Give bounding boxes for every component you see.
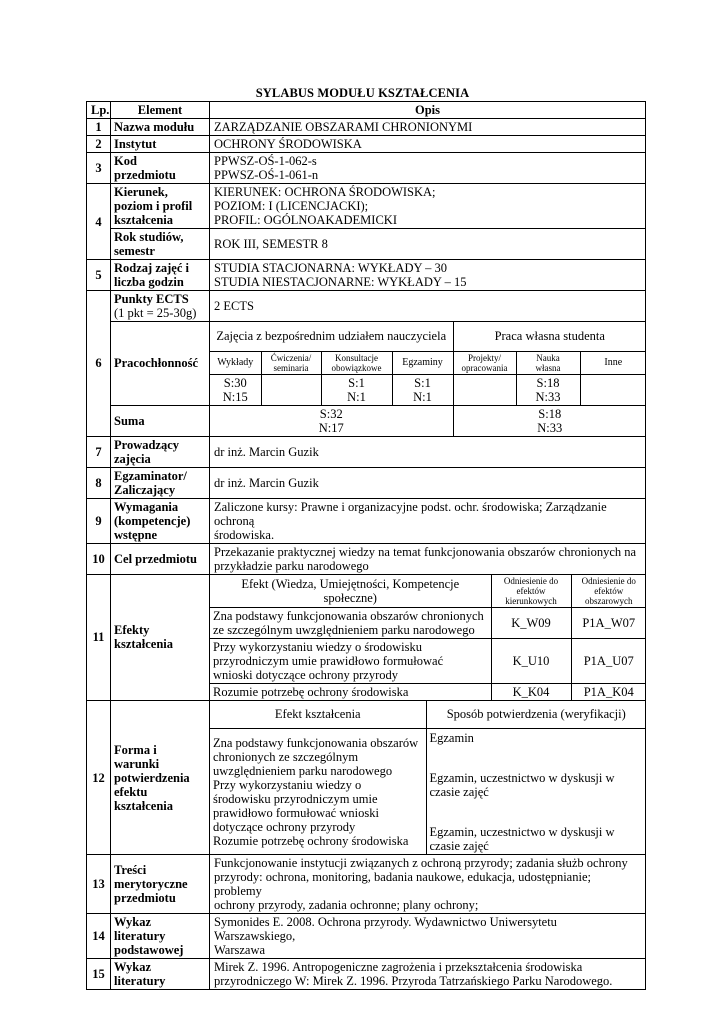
table-row (87, 153, 646, 184)
suma-row (87, 405, 646, 436)
row-number: 1 (87, 119, 111, 136)
verification-table (210, 701, 646, 854)
col-konsultacje: Konsultacje obowiązkowe (321, 351, 392, 374)
workload-table (210, 322, 646, 405)
row-number: 13 (87, 855, 111, 914)
workload-grid (210, 322, 646, 406)
table-row (87, 701, 646, 855)
row-number: 9 (87, 498, 111, 543)
row-number: 4 (87, 184, 111, 260)
effects-head-kierunkowe: Odniesienie do efektów kierunkowych (491, 575, 571, 608)
row-number: 2 (87, 136, 111, 153)
suma-grid (210, 405, 646, 436)
effects-grid (210, 574, 646, 701)
verification-effects: Zna podstawy funkcjonowania obszarów chronionych ze szczególnym uwzględnieniem parku narodowego Przy wykorzystaniu wiedzy o środowisku przyrodniczym umie prawidłowo formułować wnioski dotyczące ochrony przyrody Rozumie potrzebę ochrony środowiska (210, 728, 426, 854)
table-row (87, 914, 646, 959)
row-element: Kierunek, poziom i profil kształcenia (111, 184, 210, 229)
suma-label: Suma (111, 405, 210, 436)
table-row (87, 574, 646, 701)
row-value: PPWSZ-OŚ-1-062-s PPWSZ-OŚ-1-061-n (210, 153, 646, 184)
row-value: KIERUNEK: OCHRONA ŚRODOWISKA; POZIOM: I (LICENCJACKI); PROFIL: OGÓLNOAKADEMICKI (210, 184, 646, 229)
effect-obsz: P1A_U07 (571, 639, 646, 684)
row-element: Cel przedmiotu (111, 543, 210, 574)
col-inne: Inne (580, 351, 646, 374)
effect-text: Przy wykorzystaniu wiedzy o środowisku przyrodniczym umie prawidłowo formułować wnioski dotyczące ochrony przyrody (210, 639, 491, 684)
val-konsultacje: S:1 N:1 (321, 374, 392, 405)
row-element: Rok studiów, semestr (111, 229, 210, 260)
row-value: Funkcjonowanie instytucji związanych z ochroną przyrody; zadania służb ochrony przyrody: ochrona, monitoring, badania naukowe, edukacja, udostępnianie; problemy ochrony przyrody, zadania ochronne; plany ochrony; (210, 855, 646, 914)
row-number: 5 (87, 260, 111, 291)
table-row (87, 543, 646, 574)
effects-head-effect: Efekt (Wiedza, Umiejętności, Kompetencje społeczne) (210, 575, 491, 608)
effect-kier: K_K04 (491, 684, 571, 701)
effect-obsz: P1A_W07 (571, 608, 646, 639)
row-value: Zaliczone kursy: Prawne i organizacyjne podst. ochr. środowiska; Zarządzanie ochroną środowiska. (210, 498, 646, 543)
row-element: Prowadzący zajęcia (111, 436, 210, 467)
verification-head-method: Sposób potwierdzenia (weryfikacji) (426, 701, 646, 728)
suma-table (210, 406, 646, 436)
row-number: 12 (87, 701, 111, 855)
row-number: 10 (87, 543, 111, 574)
effects-table (210, 575, 646, 701)
table-row (87, 291, 646, 322)
col-nauka: Nauka własna (516, 351, 580, 374)
ects-value: 2 ECTS (210, 291, 646, 322)
contact-hours-heading: Zajęcia z bezpośrednim udziałem nauczyciela (210, 322, 453, 351)
table-row (87, 467, 646, 498)
row-value: ROK III, SEMESTR 8 (210, 229, 646, 260)
row-number: 14 (87, 914, 111, 959)
row-number: 3 (87, 153, 111, 184)
workload-row (87, 322, 646, 406)
row-value: ZARZĄDZANIE OBSZARAMI CHRONIONYMI (210, 119, 646, 136)
ects-label: Punkty ECTS (1 pkt = 25-30g) (111, 291, 210, 322)
table-header-row (87, 102, 646, 119)
row-value: dr inż. Marcin Guzik (210, 467, 646, 498)
col-projekty: Projekty/ opracowania (453, 351, 516, 374)
table-row (87, 119, 646, 136)
val-egzaminy: S:1 N:1 (392, 374, 453, 405)
row-number: 7 (87, 436, 111, 467)
row-element: Nazwa modułu (111, 119, 210, 136)
table-row (87, 229, 646, 260)
effect-text: Zna podstawy funkcjonowania obszarów chronionych ze szczególnym uwzględnieniem parku narodowego (210, 608, 491, 639)
header-lp: Lp. (87, 102, 111, 119)
row-element: Efekty kształcenia (111, 574, 210, 701)
val-projekty (453, 374, 516, 405)
row-number: 11 (87, 574, 111, 701)
row-element: Wymagania (kompetencje) wstępne (111, 498, 210, 543)
table-row (87, 498, 646, 543)
row-element: Treści merytoryczne przedmiotu (111, 855, 210, 914)
table-row (87, 436, 646, 467)
row-value: dr inż. Marcin Guzik (210, 436, 646, 467)
row-value: OCHRONY ŚRODOWISKA (210, 136, 646, 153)
col-egzaminy: Egzaminy (392, 351, 453, 374)
table-row (87, 184, 646, 229)
row-element: Instytut (111, 136, 210, 153)
header-element: Element (111, 102, 210, 119)
table-row (87, 855, 646, 914)
val-wyklady: S:30 N:15 (210, 374, 261, 405)
row-value: Mirek Z. 1996. Antropogeniczne zagrożenia i przekształcenia środowiska przyrodniczego W: Mirek Z. 1996. Przyroda Tatrzańskiego Parku Narodowego. (210, 959, 646, 990)
row-element: Forma i warunki potwierdzenia efektu kształcenia (111, 701, 210, 855)
row-value: Przekazanie praktycznej wiedzy na temat funkcjonowania obszarów chronionych na przykładzie parku narodowego (210, 543, 646, 574)
row-number: 6 (87, 291, 111, 437)
row-element: Rodzaj zajęć i liczba godzin (111, 260, 210, 291)
effect-text: Rozumie potrzebę ochrony środowiska (210, 684, 491, 701)
row-element: Egzaminator/ Zaliczający (111, 467, 210, 498)
own-work-heading: Praca własna studenta (453, 322, 646, 351)
table-row (87, 260, 646, 291)
row-element: Wykaz literatury podstawowej (111, 914, 210, 959)
effect-kier: K_U10 (491, 639, 571, 684)
effects-head-obszarowe: Odniesienie do efektów obszarowych (571, 575, 646, 608)
suma-own: S:18 N:33 (453, 406, 646, 436)
row-element: Kod przedmiotu (111, 153, 210, 184)
table-row (87, 136, 646, 153)
row-number: 8 (87, 467, 111, 498)
document-title: SYLABUS MODUŁU KSZTAŁCENIA (255, 86, 470, 100)
row-value: Symonides E. 2008. Ochrona przyrody. Wydawnictwo Uniwersytetu Warszawskiego, Warszawa (210, 914, 646, 959)
syllabus-table (86, 101, 646, 990)
row-value: STUDIA STACJONARNA: WYKŁADY – 30 STUDIA NIESTACJONARNE: WYKŁADY – 15 (210, 260, 646, 291)
val-inne (580, 374, 646, 405)
effect-kier: K_W09 (491, 608, 571, 639)
row-element: Wykaz literatury (111, 959, 210, 990)
verification-head-effect: Efekt kształcenia (210, 701, 426, 728)
effect-obsz: P1A_K04 (571, 684, 646, 701)
val-nauka: S:18 N:33 (516, 374, 580, 405)
workload-label: Pracochłonność (111, 322, 210, 406)
table-row (87, 959, 646, 990)
header-opis: Opis (210, 102, 646, 119)
row-number: 15 (87, 959, 111, 990)
verification-methods: Egzamin Egzamin, uczestnictwo w dyskusji w czasie zajęć Egzamin, uczestnictwo w dyskusji w czasie zajęć (426, 728, 646, 854)
verification-grid (210, 701, 646, 855)
suma-contact: S:32 N:17 (210, 406, 453, 436)
col-cwiczenia: Ćwiczenia/ seminaria (261, 351, 321, 374)
col-wyklady: Wykłady (210, 351, 261, 374)
val-cwiczenia (261, 374, 321, 405)
